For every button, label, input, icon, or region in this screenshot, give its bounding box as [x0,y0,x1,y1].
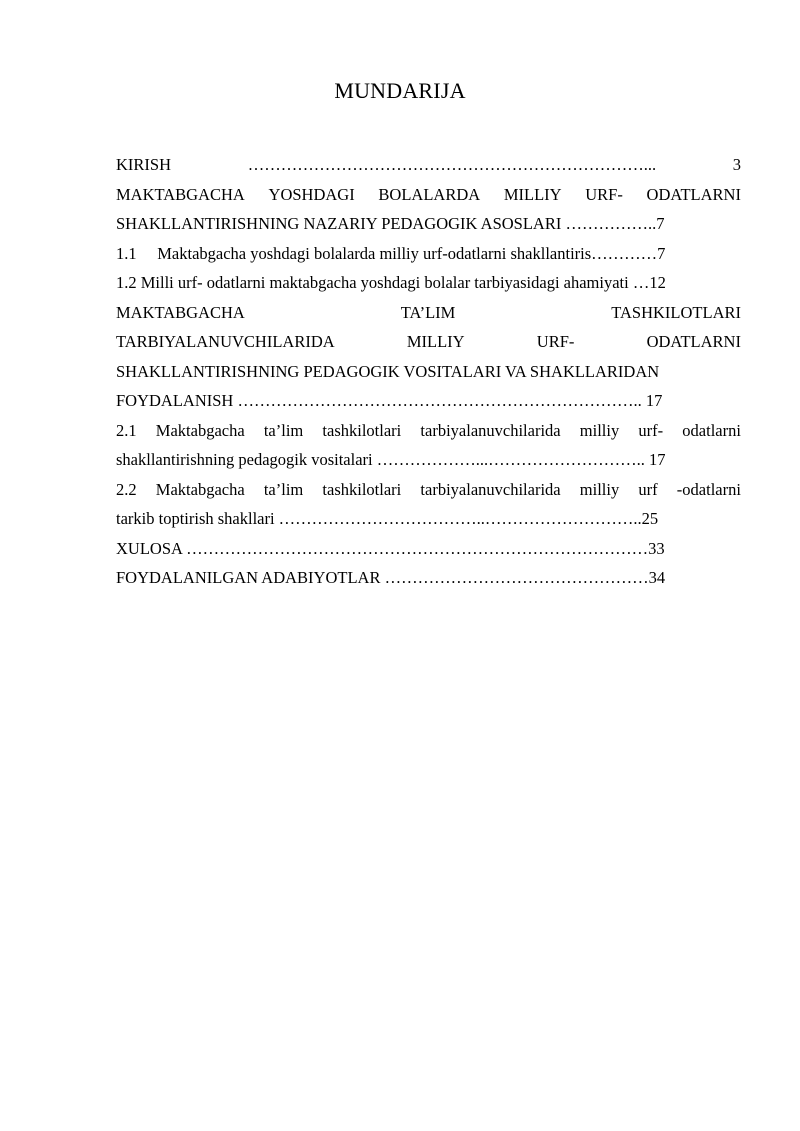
toc-line [116,209,741,239]
toc-word: URF- [585,184,623,204]
toc-line [116,180,741,210]
toc-word: TARBIYALANUVCHILARIDA [116,332,335,351]
toc-line [116,416,741,446]
toc-word: 2.1 [116,420,137,440]
toc-line [116,357,741,387]
toc-word: MILLIY [503,184,562,204]
toc-word: milliy [579,420,620,440]
toc-line [116,268,741,298]
toc-line [116,150,741,180]
toc-word: YOSHDAGI [268,184,355,204]
toc-word: urf [638,479,658,499]
toc-word: MILLIY [406,332,465,351]
toc-word: KIRISH [116,155,172,174]
toc-line [116,386,741,416]
toc-word: odatlarni [682,420,741,440]
toc-word: TA’LIM [400,302,456,322]
toc-word: BOLALARDA [378,184,481,204]
page-title: MUNDARIJA [334,78,466,103]
toc-text: XULOSA …………………………………………………………………………33 [116,538,665,558]
toc-word: TASHKILOTLARI [611,302,741,322]
toc-word: ………………………………………………………………... [247,155,657,174]
toc-word: 2.2 [116,479,137,499]
toc-line [116,327,741,357]
toc-word: tarbiyalanuvchilarida [420,479,561,499]
toc-text: shakllantirishning pedagogik vositalari ………………...……………………….. 17 [116,450,666,469]
toc-word: ODATLARNI [646,184,741,204]
toc-word: ta’lim [263,420,304,440]
toc-word: -odatlarni [676,479,741,499]
toc-word: 3 [732,155,741,174]
toc-word: ODATLARNI [646,332,741,351]
toc-word: urf- [638,420,664,440]
toc-text: SHAKLLANTIRISHNING PEDAGOGIK VOSITALARI VA SHAKLLARIDAN [116,361,660,381]
toc-line [116,534,741,564]
toc-line [116,504,741,534]
toc-word: tashkilotlari [322,479,402,499]
toc-line [116,475,741,505]
toc-word: Maktabgacha [155,420,245,440]
toc-text: 1.1 Maktabgacha yoshdagi bolalarda milliy urf-odatlarni shakllantiris…………7 [116,243,666,263]
toc-line [116,445,741,475]
toc-text: FOYDALANILGAN ADABIYOTLAR …………………………………………34 [116,568,666,587]
toc-word: URF- [536,332,575,351]
toc-line [116,239,741,269]
toc-word: tarbiyalanuvchilarida [420,420,561,440]
toc-word: Maktabgacha [155,479,245,499]
toc-word: tashkilotlari [322,420,402,440]
toc-word: milliy [579,479,620,499]
table-of-contents [116,150,741,593]
toc-word: MAKTABGACHA [116,184,245,204]
toc-text: SHAKLLANTIRISHNING NAZARIY PEDAGOGIK ASOSLARI ……………..7 [116,214,665,233]
toc-line [116,563,741,593]
toc-text: FOYDALANISH ……………………………………………………………….. 17 [116,391,663,410]
toc-word: ta’lim [263,479,304,499]
toc-text: tarkib toptirish shakllari ………………………………..………………………..25 [116,509,659,528]
toc-line [116,298,741,328]
toc-word: MAKTABGACHA [116,302,245,322]
toc-text: 1.2 Milli urf- odatlarni maktabgacha yoshdagi bolalar tarbiyasidagi ahamiyati …12 [116,273,666,292]
